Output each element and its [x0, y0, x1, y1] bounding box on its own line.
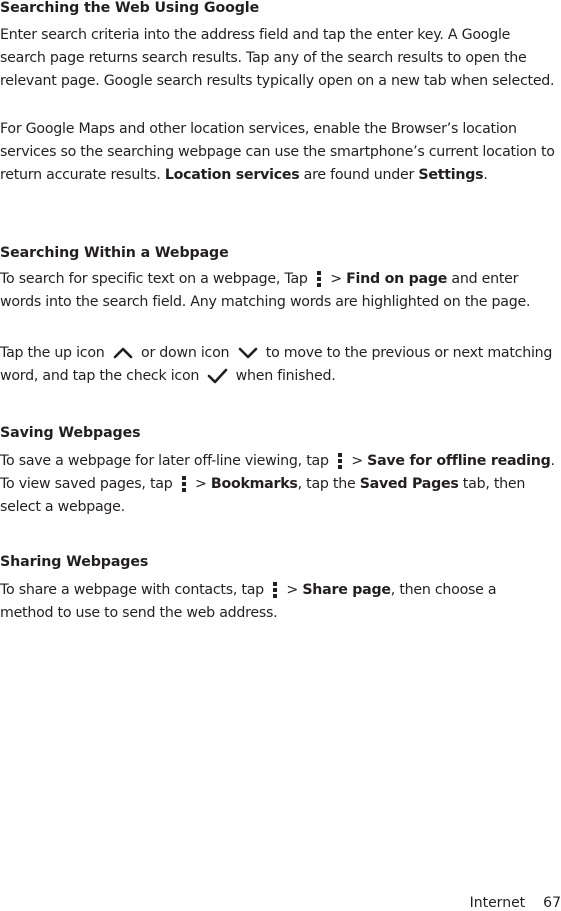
chevron-up-icon — [112, 346, 134, 360]
page-number: 67 — [543, 895, 561, 911]
paragraph-save-offline — [0, 450, 561, 519]
paragraph-share-page — [0, 579, 520, 625]
vertical-dots-menu-icon — [315, 271, 323, 287]
page-footer — [470, 895, 561, 911]
term-location-services: Location services — [164, 167, 300, 183]
paragraph-up-down-icons — [0, 342, 555, 388]
text-run: , tap the — [297, 476, 360, 492]
text-run: > — [190, 476, 211, 492]
text-run: . — [483, 167, 488, 183]
text-run: > — [346, 453, 368, 469]
term-find-on-page: Find on page — [346, 271, 448, 287]
text-run: tab, then select a webpage. — [0, 476, 526, 515]
text-run: and enter words into the search field. Any matching words are highlighted on the page. — [0, 271, 531, 310]
check-icon — [206, 368, 228, 384]
text-run: Enter search criteria into the address field and tap the enter key. A Google search page returns search results. Tap any of the search results to open the relevant page. Google search results typically open on a new tab when selected. — [0, 27, 555, 89]
paragraph-location-services — [0, 118, 555, 187]
text-run: Tap the up icon — [0, 345, 109, 361]
text-run: are found under — [299, 167, 419, 183]
text-run: For Google Maps and other location services, enable the Browser’s location services so the searching webpage can use the smartphone’s current location to return accurate results. — [0, 121, 555, 183]
section-title-search-google: Searching the Web Using Google — [0, 0, 260, 16]
vertical-dots-menu-icon — [271, 582, 279, 598]
section-title-sharing-webpages: Sharing Webpages — [0, 554, 149, 570]
text-run: To share a webpage with contacts, tap — [0, 582, 269, 598]
text-run: To search for specific text on a webpage, Tap — [0, 271, 312, 287]
footer-section-name: Internet — [469, 895, 526, 911]
chevron-down-icon — [237, 346, 259, 360]
text-run: when finished. — [231, 368, 336, 384]
term-save-offline: Save for offline reading — [367, 453, 551, 469]
paragraph-find-on-page — [0, 268, 555, 314]
text-run: or down icon — [136, 345, 234, 361]
text-run: To save a webpage for later off-line viewing, tap — [0, 453, 333, 469]
text-run: > — [325, 271, 347, 287]
section-title-saving-webpages: Saving Webpages — [0, 425, 141, 441]
term-share-page: Share page — [302, 582, 391, 598]
vertical-dots-menu-icon — [180, 476, 188, 492]
text-run: > — [282, 582, 303, 598]
text-run: . To view saved pages, tap — [0, 453, 555, 492]
vertical-dots-menu-icon — [336, 453, 344, 469]
term-saved-pages: Saved Pages — [359, 476, 459, 492]
term-settings: Settings — [418, 167, 484, 183]
text-run: , then choose a method to use to send the web address. — [0, 582, 497, 621]
paragraph-google-search — [0, 24, 555, 93]
term-bookmarks: Bookmarks — [210, 476, 298, 492]
section-title-search-within: Searching Within a Webpage — [0, 245, 229, 261]
text-run: to move to the previous or next matching word, and tap the check icon — [0, 345, 553, 384]
